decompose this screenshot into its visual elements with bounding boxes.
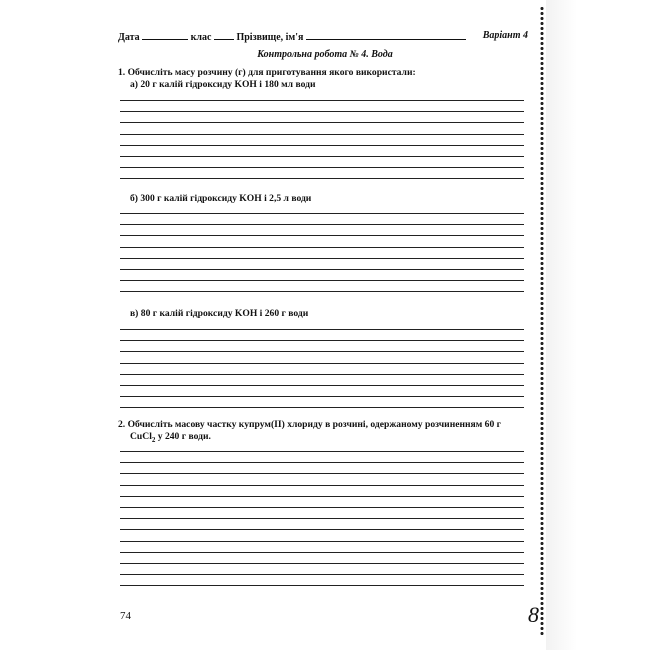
task2-formula-subscript: 2 bbox=[151, 435, 156, 444]
class-label: клас bbox=[190, 32, 212, 43]
corner-mark: 8 bbox=[528, 602, 539, 627]
page-number: 74 bbox=[120, 610, 131, 622]
answer-lines-b[interactable] bbox=[120, 213, 524, 303]
variant-label: Варіант 4 bbox=[482, 30, 528, 41]
task1-c-label: в) 80 г калій гідроксиду KOH і 260 г води bbox=[130, 308, 309, 319]
class-field[interactable] bbox=[214, 30, 234, 40]
task2-rest: у 240 г води. bbox=[155, 431, 211, 442]
task1-b-label: б) 300 г калій гідроксиду KOH і 2,5 л води bbox=[130, 193, 312, 204]
answer-lines-task2[interactable] bbox=[120, 451, 524, 596]
binding-shadow bbox=[546, 0, 650, 650]
task2-formula: CuCl bbox=[130, 431, 152, 442]
name-label: Прізвище, ім'я bbox=[236, 32, 304, 43]
name-field[interactable] bbox=[306, 30, 466, 40]
task2-line2 bbox=[118, 431, 522, 446]
page-title: Контрольна робота № 4. Вода bbox=[257, 49, 393, 60]
task1-prompt: 1. Обчисліть масу розчину (г) для приготування якого використали: bbox=[118, 67, 416, 78]
task2-line1: 2. Обчисліть масову частку купрум(ІІ) хлориду в розчині, одержаному розчиненням 60 г bbox=[118, 419, 502, 430]
answer-lines-a[interactable] bbox=[120, 100, 524, 190]
header-row bbox=[118, 30, 528, 46]
task1-a-label: а) 20 г калій гідроксиду KOH і 180 мл води bbox=[130, 79, 316, 90]
answer-lines-c[interactable] bbox=[120, 329, 524, 419]
spiral-binding bbox=[540, 6, 544, 636]
task2-prompt bbox=[118, 419, 522, 446]
date-label: Дата bbox=[118, 32, 140, 43]
date-field[interactable] bbox=[142, 30, 188, 40]
